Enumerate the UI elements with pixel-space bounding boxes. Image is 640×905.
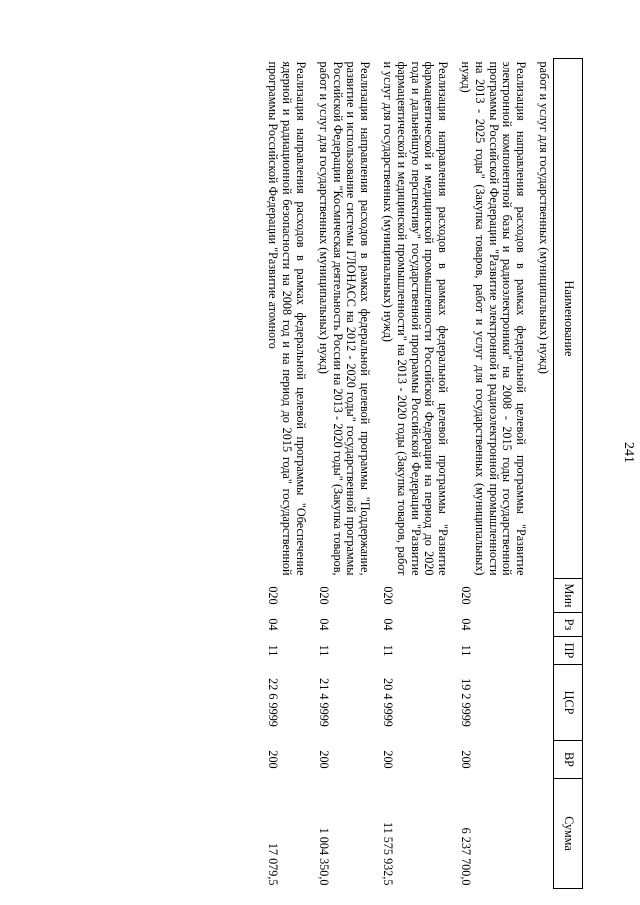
row-name: Реализация направления расходов в рамках федеральной целевой программы "Поддержание, развитие и использование системы ГЛОНАСС на 2012 - 2020 годы" государственной программы Российской Федерации "Космическая деятельность России на 2013 - 2020 годы" (Закупка товаров, работ и услуг для государственных (муниципальных) нужд) — [316, 61, 373, 576]
row-name: Реализация направления расходов в рамках федеральной целевой программы "Развитие электронной компонентной базы и радиоэлектроники" на 2008 - 2015 годы государственной программы Российской Федерации "Развитие электронной и радиоэлектронной промышленности на 2013 - 2025 годы" (Закупка товаров, работ и услуг для государственных (муниципальных) нужд) — [459, 61, 529, 576]
header-sum: Сумма — [554, 779, 583, 889]
row-rz: 04 — [266, 618, 281, 631]
header-vr: ВР — [554, 741, 583, 779]
table-row — [457, 59, 535, 889]
header-rz: Рз — [554, 613, 583, 637]
row-pr: 11 — [459, 644, 474, 657]
row-csr: 20 4 9999 — [381, 678, 396, 727]
row-rz: 04 — [459, 618, 474, 631]
row-sum: 6 237 700,0 — [459, 827, 474, 886]
table-row — [379, 59, 457, 889]
row-name: Реализация направления расходов в рамках федеральной целевой программы "Обеспечение ядерной и радиационной безопасности на 2008 год и на период до 2015 года" государственной программы Российской Федерации "Развитие атомного — [266, 61, 309, 576]
row-sum: 17 079,5 — [266, 842, 281, 886]
row-vr: 200 — [381, 750, 396, 769]
row-pr: 11 — [381, 644, 396, 657]
row-min: 020 — [266, 586, 281, 605]
row-vr: 200 — [266, 750, 281, 769]
header-name: Наименование — [554, 59, 583, 579]
row-sum: 11 575 932,5 — [381, 821, 396, 886]
row-pr: 11 — [266, 644, 281, 657]
row-csr: 19 2 9999 — [459, 678, 474, 727]
row-name: Реализация направления расходов в рамках федеральной целевой программы "Развитие фармацевтической и медицинской промышленности Российской Федерации на период до 2020 года и дальнейшую перспективу" государственной программы Российской Федерации "Развитие фармацевтической и медицинской промышленности" на 2013 - 2020 годы (Закупка товаров, работ и услуг для государственных (муниципальных) нужд) — [381, 61, 451, 576]
row-min: 020 — [316, 586, 331, 605]
row-min: 020 — [381, 586, 396, 605]
row-vr: 200 — [316, 750, 331, 769]
continuation-row — [535, 59, 553, 889]
continuation-text: работ и услуг для государственных (муниципальных) нужд) — [537, 61, 551, 374]
row-sum: 1 004 350,0 — [316, 827, 331, 886]
row-vr: 200 — [459, 750, 474, 769]
header-min: Мин — [554, 579, 583, 613]
table-row — [265, 59, 315, 889]
header-csr: ЦСР — [554, 665, 583, 741]
row-rz: 04 — [381, 618, 396, 631]
row-rz: 04 — [316, 618, 331, 631]
table-row — [315, 59, 379, 889]
row-csr: 21 4 9999 — [316, 678, 331, 727]
row-pr: 11 — [316, 644, 331, 657]
row-csr: 22 6 9999 — [266, 678, 281, 727]
row-min: 020 — [459, 586, 474, 605]
page-number: 241 — [621, 442, 636, 463]
header-row — [554, 59, 583, 889]
header-pr: ПР — [554, 637, 583, 665]
budget-table — [265, 58, 583, 889]
